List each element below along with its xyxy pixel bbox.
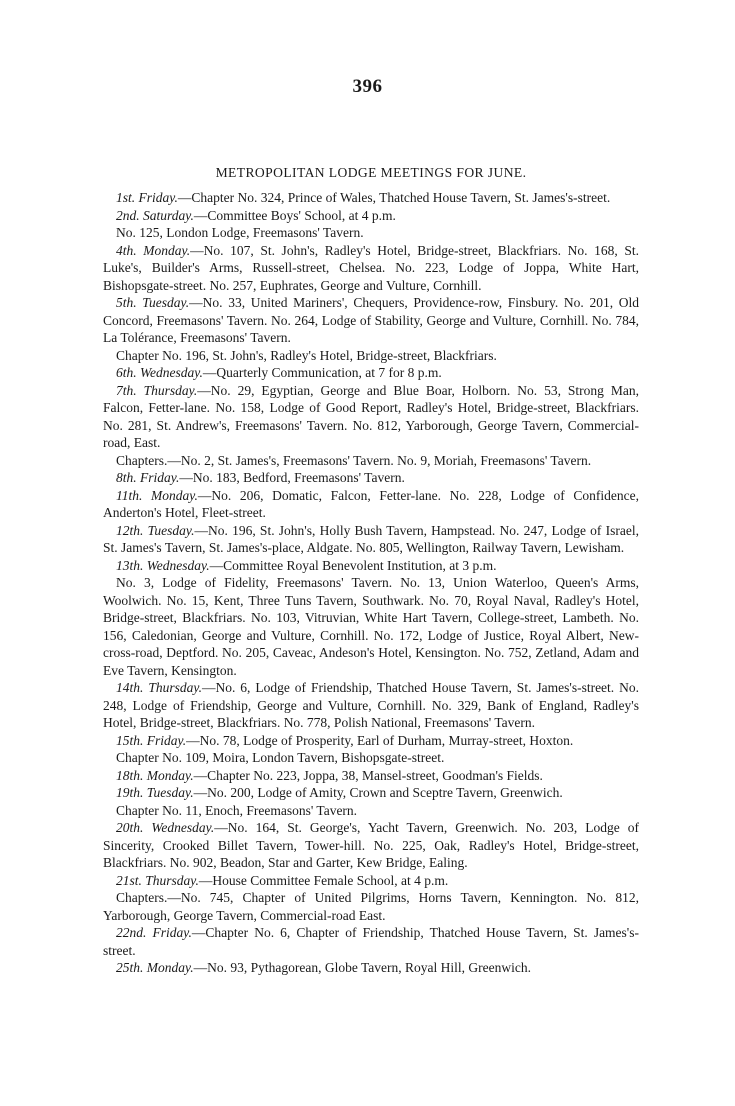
meeting-entry	[103, 924, 639, 959]
meeting-date: 6th. Wednesday.	[116, 365, 203, 380]
meeting-details: —No. 78, Lodge of Prosperity, Earl of Durham, Murray-street, Hoxton.	[186, 732, 574, 748]
meeting-details: —Chapter No. 324, Prince of Wales, Thatched House Tavern, St. James's-street.	[177, 190, 611, 205]
page-number: 396	[352, 76, 383, 97]
meeting-entry	[103, 557, 639, 575]
meeting-details: Chapters.—No. 745, Chapter of United Pilgrims, Horns Tavern, Kennington. No. 812, Yarborough, George Tavern, Commercial-road East.	[103, 890, 639, 923]
meeting-details: —No. 93, Pythagorean, Globe Tavern, Royal Hill, Greenwich.	[193, 960, 531, 975]
meeting-date: 15th. Friday.	[116, 732, 187, 748]
page-title: METROPOLITAN LODGE MEETINGS FOR JUNE.	[215, 165, 527, 180]
meeting-details: —No. 164, St. George's, Yacht Tavern, Greenwich. No. 203, Lodge of Sincerity, Crooked Billet Tavern, Tower-hill. No. 225, Oak, Radley's Hotel, Bridge-street, Blackfriars. No. 902, Beadon, Star and Garter, Kew Bridge, Ealing.	[103, 820, 639, 870]
meeting-date: 4th. Monday.	[116, 242, 191, 258]
meeting-entry	[103, 364, 639, 382]
meeting-details: —No. 183, Bedford, Freemasons' Tavern.	[179, 470, 405, 485]
meeting-date: 12th. Tuesday.	[116, 522, 195, 538]
meeting-entry	[103, 784, 639, 802]
meeting-entry	[103, 382, 639, 452]
meeting-entry	[103, 819, 639, 872]
meeting-entry	[103, 872, 639, 890]
meeting-date: 8th. Friday.	[116, 470, 180, 485]
meeting-details: —Chapter No. 6, Chapter of Friendship, Thatched House Tavern, St. James's-street.	[103, 925, 639, 958]
meeting-entry	[103, 207, 639, 225]
meeting-date: 21st. Thursday.	[116, 872, 199, 888]
meeting-entry	[103, 469, 639, 487]
meeting-details: —Chapter No. 223, Joppa, 38, Mansel-street, Goodman's Fields.	[193, 767, 543, 783]
meeting-details: —No. 29, Egyptian, George and Blue Boar, Holborn. No. 53, Strong Man, Falcon, Fetter-lane. No. 158, Lodge of Good Report, Radley's Hotel, Bridge-street, Blackfriars. No. 281, St. Andrew's, Freemasons' Tavern. No. 812, Yarborough, George Tavern, Commercial-road, East.	[103, 382, 639, 450]
meeting-entry	[103, 224, 639, 242]
meeting-details: Chapter No. 11, Enoch, Freemasons' Tavern.	[116, 802, 358, 818]
meeting-entry	[103, 802, 639, 820]
meeting-details: —No. 200, Lodge of Amity, Crown and Sceptre Tavern, Greenwich.	[193, 785, 563, 800]
meeting-details: —No. 107, St. John's, Radley's Hotel, Bridge-street, Blackfriars. No. 168, St. Luke's, Builder's Arms, Russell-street, Chelsea. No. 223, Lodge of Joppa, White Hart, Bishopsgate-street. No. 257, Euphrates, George and Vulture, Cornhill.	[103, 242, 639, 293]
meeting-entry	[103, 347, 639, 365]
meeting-details: Chapters.—No. 2, St. James's, Freemasons' Tavern. No. 9, Moriah, Freemasons' Tavern.	[116, 452, 592, 468]
meeting-details: —Committee Boys' School, at 4 p.m.	[193, 207, 396, 223]
meeting-entry	[103, 959, 639, 977]
meeting-details: —No. 196, St. John's, Holly Bush Tavern, Hampstead. No. 247, Lodge of Israel, St. James's Tavern, St. James's-place, Aldgate. No. 805, Wellington, Railway Tavern, Lewisham.	[103, 522, 639, 555]
meeting-date: 19th. Tuesday.	[116, 785, 194, 800]
meeting-date: 5th. Tuesday.	[116, 295, 190, 310]
meeting-details: Chapter No. 196, St. John's, Radley's Hotel, Bridge-street, Blackfriars.	[116, 347, 497, 363]
meeting-details: —Quarterly Communication, at 7 for 8 p.m.	[202, 365, 442, 380]
meeting-entry	[103, 767, 639, 785]
meeting-entry	[103, 732, 639, 750]
meeting-date: 7th. Thursday.	[116, 382, 198, 398]
meeting-date: 20th. Wednesday.	[116, 820, 215, 835]
meeting-entry	[103, 294, 639, 347]
meeting-details: —Committee Royal Benevolent Institution, at 3 p.m.	[209, 557, 497, 573]
meeting-date: 13th. Wednesday.	[116, 557, 210, 573]
meeting-details: —No. 6, Lodge of Friendship, Thatched House Tavern, St. James's-street. No. 248, Lodge of Friendship, George and Vulture, Cornhill. No. 329, Bank of England, Radley's Hotel, Bridge-street, Blackfriars. No. 778, Polish National, Freemasons' Tavern.	[103, 680, 639, 730]
meeting-date: 18th. Monday.	[116, 767, 194, 783]
meeting-entry	[103, 574, 639, 679]
meeting-details: —No. 33, United Mariners', Chequers, Providence-row, Finsbury. No. 201, Old Concord, Freemasons' Tavern. No. 264, Lodge of Stability, George and Vulture, Cornhill. No. 784, La Tolérance, Freemasons' Tavern.	[103, 295, 639, 345]
meeting-entry	[103, 679, 639, 732]
meeting-entry	[103, 749, 639, 767]
meeting-entry	[103, 487, 639, 522]
meeting-details: No. 125, London Lodge, Freemasons' Tavern.	[116, 225, 364, 240]
meeting-entry	[103, 889, 639, 924]
meeting-list	[103, 189, 639, 977]
meeting-date: 2nd. Saturday.	[116, 207, 194, 223]
meeting-entry	[103, 452, 639, 470]
meeting-date: 14th. Thursday.	[116, 680, 202, 695]
meeting-entry	[103, 242, 639, 295]
meeting-date: 22nd. Friday.	[116, 925, 192, 940]
meeting-entry	[103, 189, 639, 207]
meeting-date: 11th. Monday.	[116, 487, 198, 503]
meeting-details: —House Committee Female School, at 4 p.m.	[198, 872, 449, 888]
meeting-date: 25th. Monday.	[116, 960, 194, 975]
meeting-date: 1st. Friday.	[116, 190, 178, 205]
meeting-details: —No. 206, Domatic, Falcon, Fetter-lane. No. 228, Lodge of Confidence, Anderton's Hotel, Fleet-street.	[103, 487, 640, 520]
meeting-entry	[103, 522, 639, 557]
meeting-details: No. 3, Lodge of Fidelity, Freemasons' Tavern. No. 13, Union Waterloo, Queen's Arms, Woolwich. No. 15, Kent, Three Tuns Tavern, Southwark. No. 70, Royal Naval, Radley's Hotel, Bridge-street, Blackfriars. No. 103, Vitruvian, White Hart Tavern, College-street, Lambeth. No. 156, Caledonian, George and Vulture, Cornhill. No. 172, Lodge of Justice, Royal Albert, New-cross-road, Deptford. No. 205, Caveac, Andeson's Hotel, Kensington. No. 752, Zetland, Adam and Eve Tavern, Kensington.	[103, 575, 639, 678]
meeting-details: Chapter No. 109, Moira, London Tavern, Bishopsgate-street.	[116, 750, 445, 765]
